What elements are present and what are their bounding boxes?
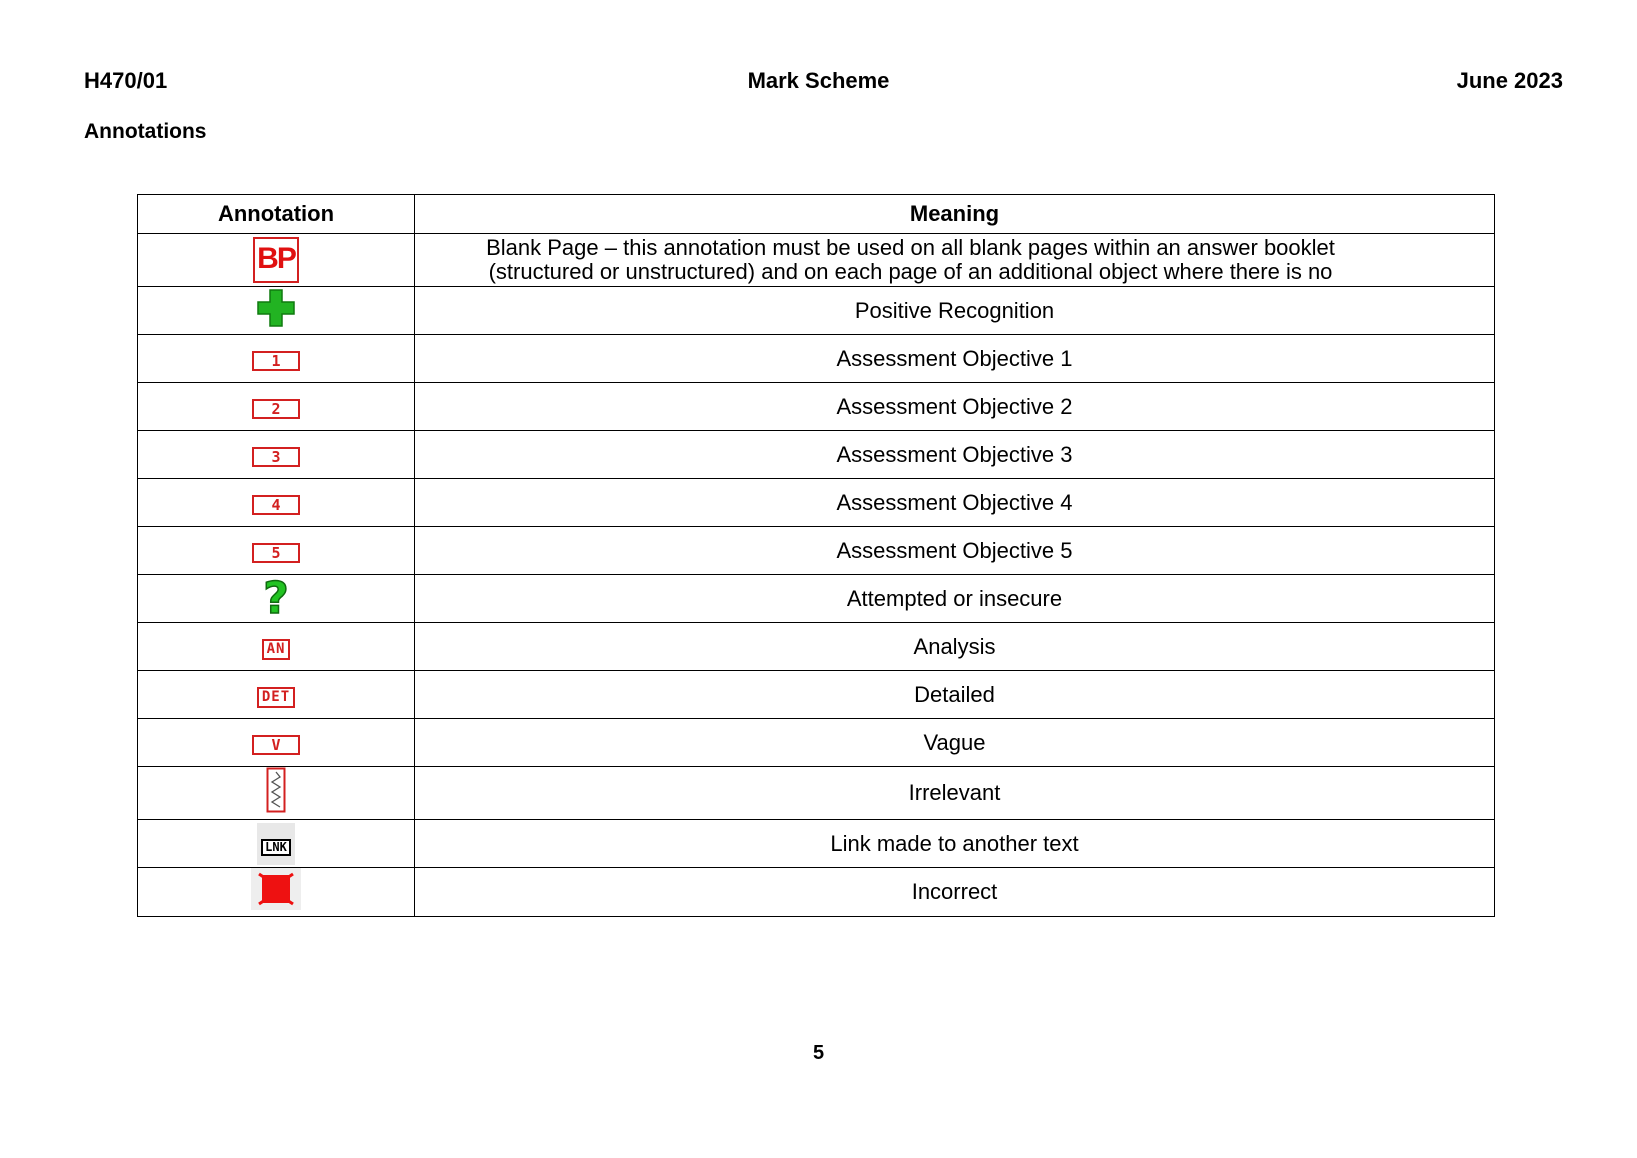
table-row	[138, 623, 1495, 671]
lnk-icon-label: LNK	[261, 839, 291, 856]
table-row	[138, 431, 1495, 479]
annotation-cell	[138, 431, 415, 479]
ao5-icon: 5	[252, 543, 300, 563]
col-header-meaning: Meaning	[415, 195, 1495, 234]
table-row	[138, 287, 1495, 335]
annotation-cell	[138, 287, 415, 335]
annotation-cell	[138, 527, 415, 575]
table-row	[138, 479, 1495, 527]
irrelevant-icon	[266, 767, 286, 813]
meaning-cell: Assessment Objective 2	[415, 383, 1495, 431]
meaning-cell: Assessment Objective 1	[415, 335, 1495, 383]
table-row	[138, 671, 1495, 719]
section-title: Annotations	[84, 120, 207, 143]
table-row	[138, 868, 1495, 917]
ao1-icon: 1	[252, 351, 300, 371]
annotation-cell	[138, 383, 415, 431]
annotation-cell	[138, 671, 415, 719]
an-icon: AN	[262, 639, 291, 660]
meaning-cell: Assessment Objective 4	[415, 479, 1495, 527]
table-row	[138, 527, 1495, 575]
meaning-cell	[415, 234, 1495, 287]
ao2-icon: 2	[252, 399, 300, 419]
cross-icon	[251, 868, 301, 910]
annotation-cell	[138, 719, 415, 767]
annotation-cell	[138, 479, 415, 527]
ao3-icon: 3	[252, 447, 300, 467]
question-icon: ?	[263, 572, 289, 624]
meaning-cell: Irrelevant	[415, 767, 1495, 820]
meaning-cell: Positive Recognition	[415, 287, 1495, 335]
annotation-cell	[138, 234, 415, 287]
table-row	[138, 383, 1495, 431]
meaning-cell: Attempted or insecure	[415, 575, 1495, 623]
v-icon: V	[252, 735, 300, 755]
page-number: 5	[812, 1042, 825, 1064]
meaning-cell: Analysis	[415, 623, 1495, 671]
annotations-table	[137, 194, 1495, 917]
bp-icon: BP	[253, 237, 299, 283]
annotation-cell	[138, 335, 415, 383]
meaning-cell: Link made to another text	[415, 820, 1495, 868]
doc-date: June 2023	[1456, 68, 1563, 93]
annotation-cell	[138, 868, 415, 917]
table-row	[138, 234, 1495, 287]
annotation-cell	[138, 623, 415, 671]
meaning-cell: Detailed	[415, 671, 1495, 719]
plus-icon	[256, 288, 296, 328]
lnk-icon	[257, 823, 295, 865]
meaning-cell: Assessment Objective 5	[415, 527, 1495, 575]
meaning-cell: Vague	[415, 719, 1495, 767]
ao4-icon: 4	[252, 495, 300, 515]
meaning-text-line2: (structured or unstructured) and on each page of an additional object where there is no	[488, 259, 1333, 284]
meaning-cell: Incorrect	[415, 868, 1495, 917]
det-icon: DET	[257, 687, 295, 708]
annotation-cell	[138, 767, 415, 820]
table-row	[138, 767, 1495, 820]
col-header-annotation: Annotation	[138, 195, 415, 234]
table-row	[138, 719, 1495, 767]
doc-title: Mark Scheme	[747, 68, 890, 93]
annotation-cell	[138, 572, 415, 624]
table-row	[138, 335, 1495, 383]
meaning-text-line1: Blank Page – this annotation must be used on all blank pages within an answer booklet	[486, 236, 1335, 260]
annotation-cell	[138, 820, 415, 868]
meaning-cell: Assessment Objective 3	[415, 431, 1495, 479]
table-row	[138, 820, 1495, 868]
doc-code: H470/01	[84, 68, 168, 93]
table-header-row	[138, 195, 1495, 234]
table-row	[138, 575, 1495, 623]
